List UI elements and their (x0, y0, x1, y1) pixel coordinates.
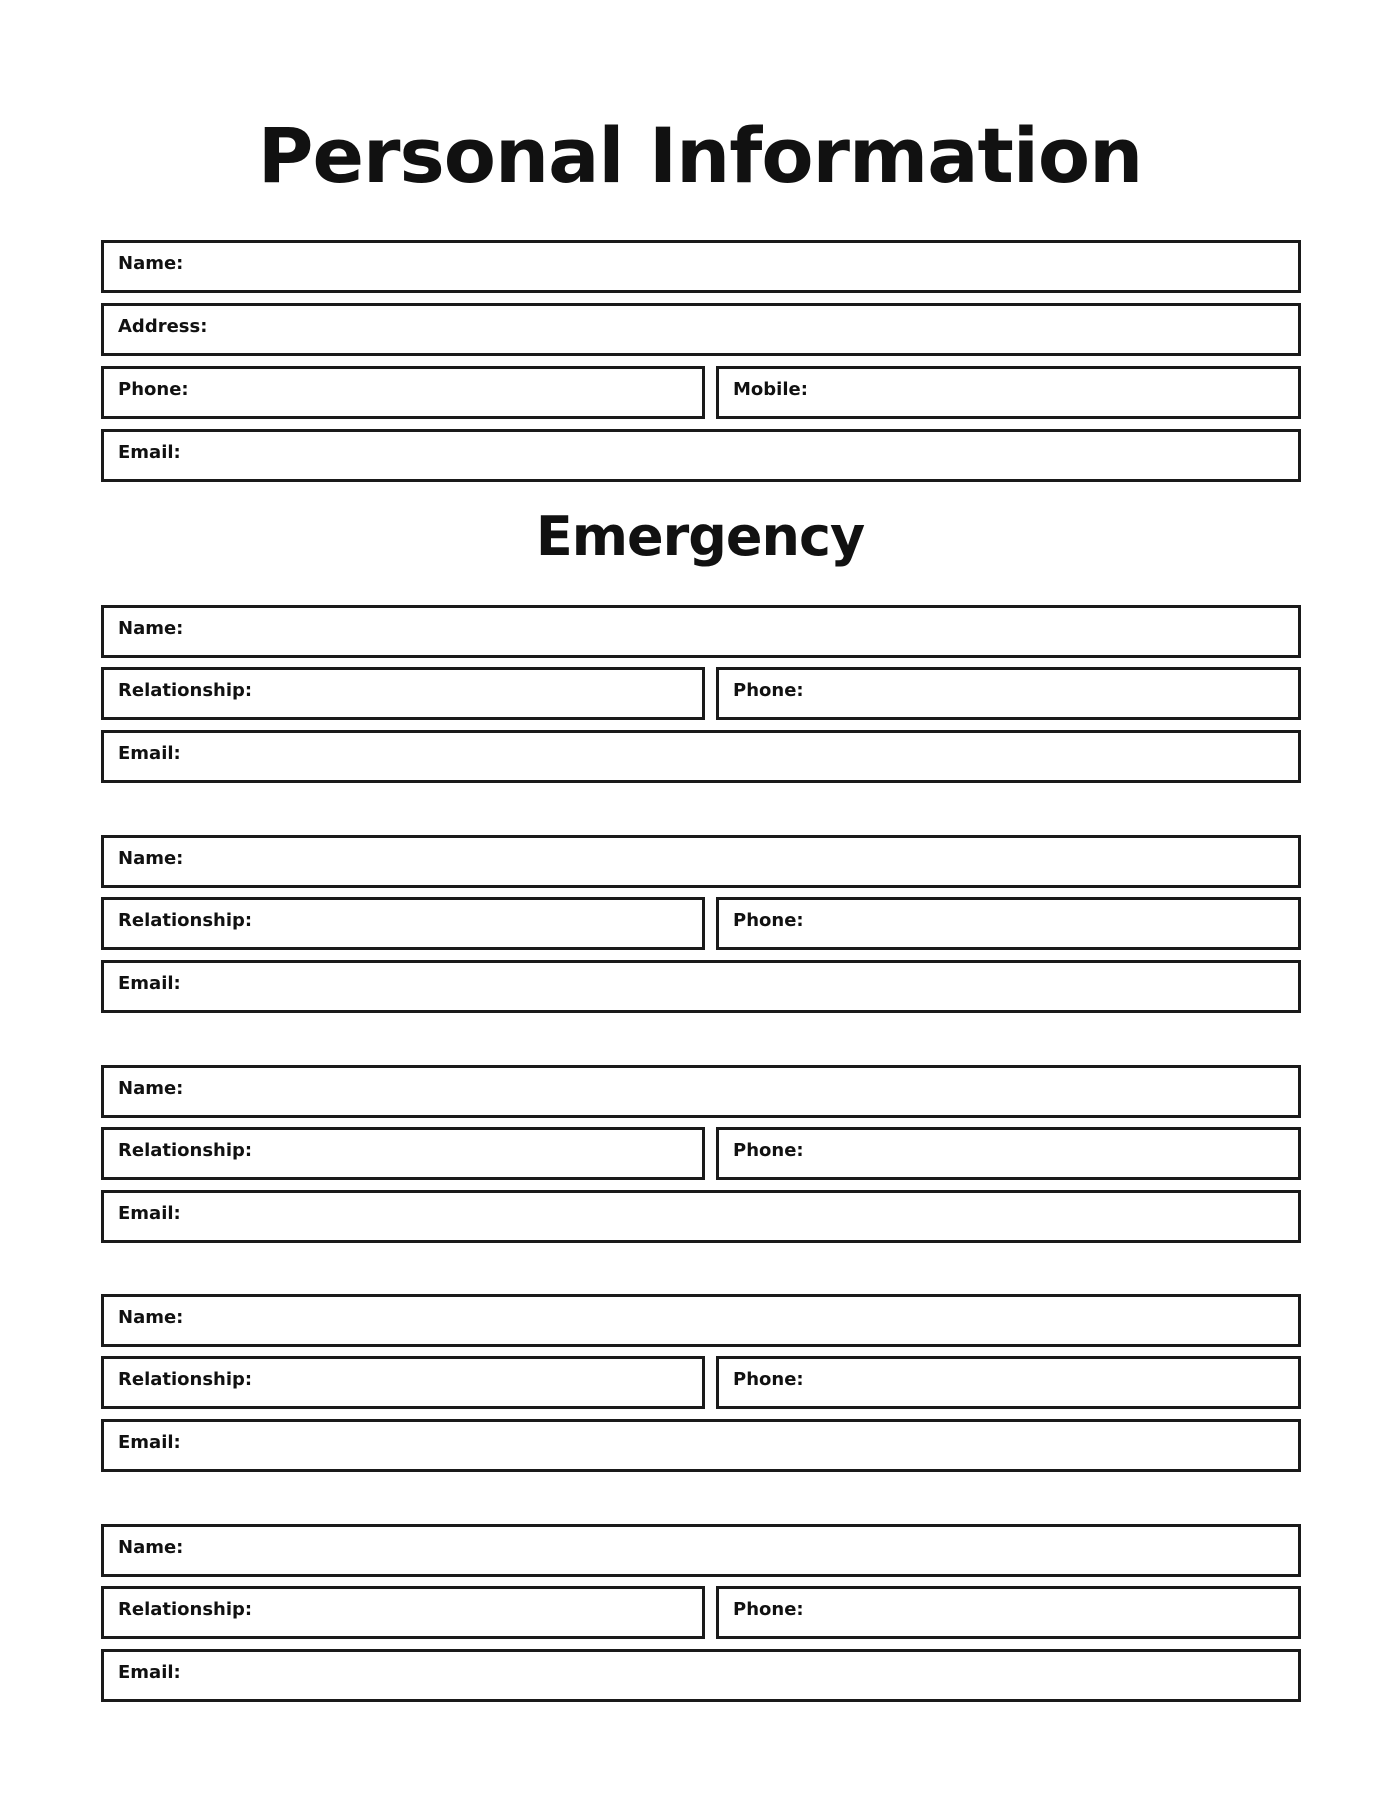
emergency-4-relationship-field[interactable] (101, 1356, 705, 1409)
page-title: Personal Information (257, 111, 1143, 200)
field-label: Name: (118, 618, 184, 639)
field-label: Name: (118, 1078, 184, 1099)
field-label: Email: (118, 973, 181, 994)
emergency-3-phone-field[interactable] (716, 1127, 1301, 1180)
field-label: Phone: (118, 379, 189, 400)
field-label: Phone: (733, 910, 804, 931)
emergency-3-email-field[interactable] (101, 1190, 1301, 1243)
personal-email-field[interactable] (101, 429, 1301, 482)
field-label: Email: (118, 1203, 181, 1224)
emergency-3-relationship-field[interactable] (101, 1127, 705, 1180)
field-label: Mobile: (733, 379, 808, 400)
emergency-2-email-field[interactable] (101, 960, 1301, 1013)
field-label: Name: (118, 253, 184, 274)
emergency-5-email-field[interactable] (101, 1649, 1301, 1702)
emergency-5-name-field[interactable] (101, 1524, 1301, 1577)
field-label: Relationship: (118, 1369, 253, 1390)
field-label: Phone: (733, 1140, 804, 1161)
emergency-5-phone-field[interactable] (716, 1586, 1301, 1639)
field-label: Relationship: (118, 910, 253, 931)
personal-mobile-field[interactable] (716, 366, 1301, 419)
emergency-3-name-field[interactable] (101, 1065, 1301, 1118)
emergency-2-relationship-field[interactable] (101, 897, 705, 950)
emergency-4-phone-field[interactable] (716, 1356, 1301, 1409)
personal-address-field[interactable] (101, 303, 1301, 356)
section-title-emergency: Emergency (535, 505, 865, 568)
emergency-4-name-field[interactable] (101, 1294, 1301, 1347)
field-label: Email: (118, 442, 181, 463)
field-label: Relationship: (118, 680, 253, 701)
emergency-1-name-field[interactable] (101, 605, 1301, 658)
field-label: Email: (118, 1432, 181, 1453)
emergency-2-name-field[interactable] (101, 835, 1301, 888)
emergency-5-relationship-field[interactable] (101, 1586, 705, 1639)
personal-phone-field[interactable] (101, 366, 705, 419)
field-label: Name: (118, 848, 184, 869)
field-label: Name: (118, 1307, 184, 1328)
field-label: Relationship: (118, 1140, 253, 1161)
field-label: Phone: (733, 680, 804, 701)
emergency-2-phone-field[interactable] (716, 897, 1301, 950)
emergency-1-email-field[interactable] (101, 730, 1301, 783)
field-label: Email: (118, 1662, 181, 1683)
field-label: Phone: (733, 1599, 804, 1620)
emergency-1-phone-field[interactable] (716, 667, 1301, 720)
field-label: Email: (118, 743, 181, 764)
emergency-4-email-field[interactable] (101, 1419, 1301, 1472)
personal-name-field[interactable] (101, 240, 1301, 293)
emergency-1-relationship-field[interactable] (101, 667, 705, 720)
field-label: Phone: (733, 1369, 804, 1390)
field-label: Relationship: (118, 1599, 253, 1620)
field-label: Address: (118, 316, 208, 337)
field-label: Name: (118, 1537, 184, 1558)
